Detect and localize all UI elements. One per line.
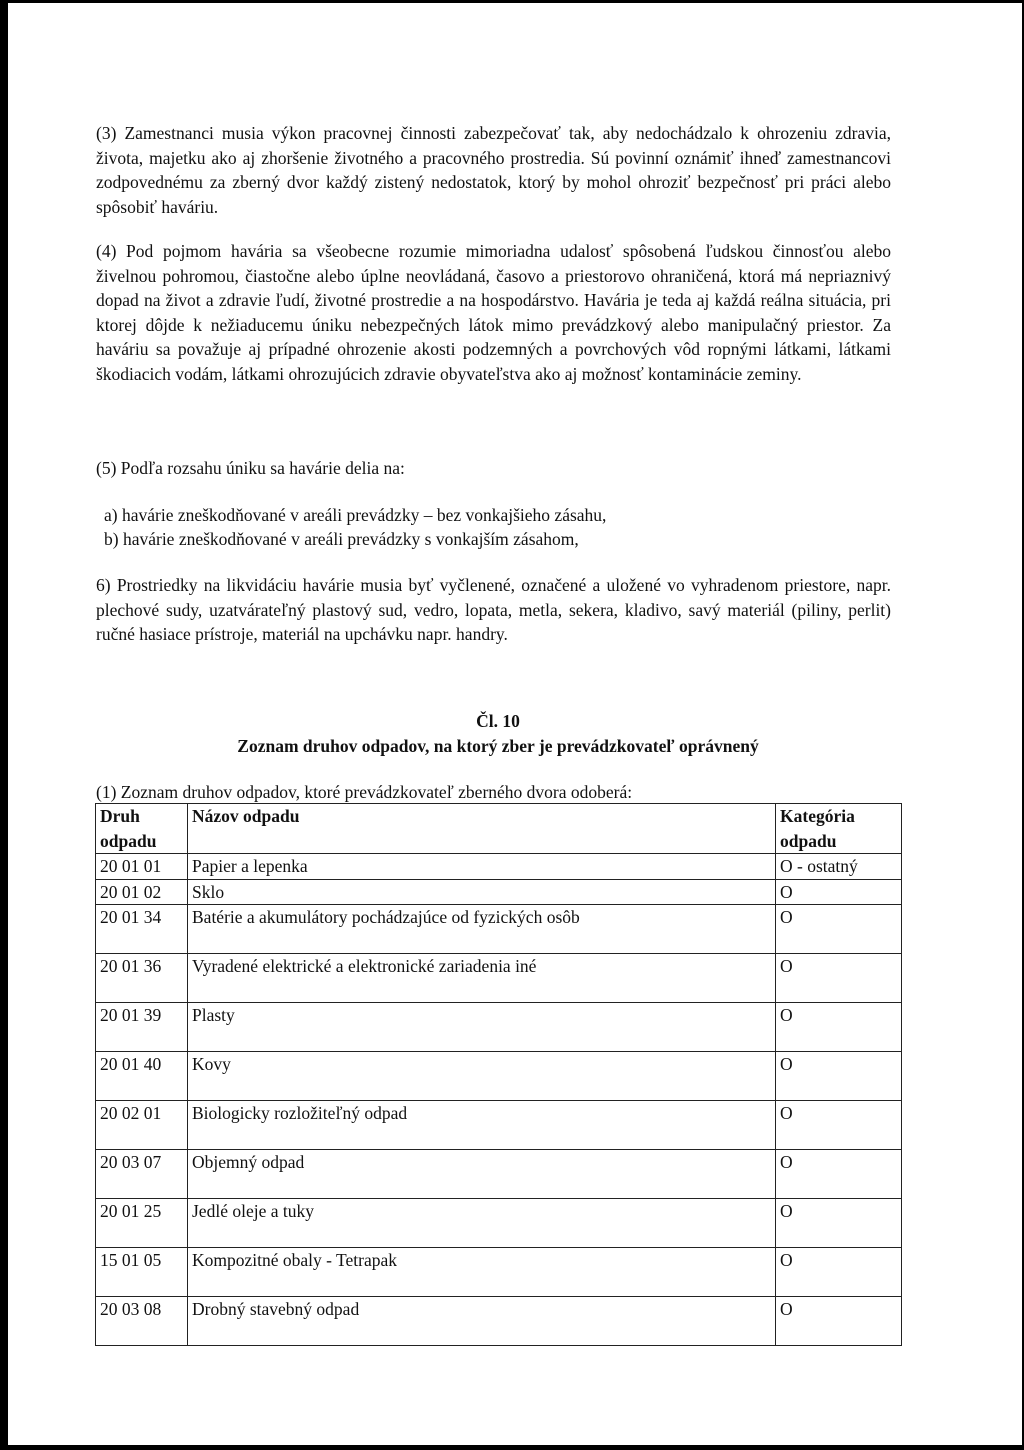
cell-name: Plasty [188, 1003, 776, 1052]
table-row [96, 905, 902, 954]
paragraph-5: (5) Podľa rozsahu úniku sa havárie delia na: [96, 458, 405, 478]
cell-category: O [776, 1003, 902, 1052]
cell-code: 20 01 34 [96, 905, 188, 954]
header-kategoria-odpadu: Kategória odpadu [776, 804, 902, 854]
table-intro: (1) Zoznam druhov odpadov, ktoré prevádzkovateľ zberného dvora odoberá: [96, 782, 633, 802]
table-row [96, 1052, 902, 1101]
cell-name: Objemný odpad [188, 1150, 776, 1199]
cell-code: 20 03 08 [96, 1297, 188, 1346]
cell-name: Sklo [188, 879, 776, 905]
table-header-row [96, 804, 902, 854]
cell-category: O [776, 905, 902, 954]
cell-code: 20 02 01 [96, 1101, 188, 1150]
cell-name: Jedlé oleje a tuky [188, 1199, 776, 1248]
cell-category: O [776, 1052, 902, 1101]
cell-code: 20 01 36 [96, 954, 188, 1003]
cell-code: 20 01 39 [96, 1003, 188, 1052]
table-row [96, 954, 902, 1003]
list-item-a: a) havárie zneškodňované v areáli prevádzky – bez vonkajšieho zásahu, [104, 505, 607, 525]
table-row [96, 1248, 902, 1297]
cell-category: O [776, 1248, 902, 1297]
header-druh-odpadu: Druh odpadu [96, 804, 188, 854]
cell-name: Drobný stavebný odpad [188, 1297, 776, 1346]
table-row [96, 1101, 902, 1150]
cell-category: O [776, 1101, 902, 1150]
cell-name: Kompozitné obaly - Tetrapak [188, 1248, 776, 1297]
cell-category: O [776, 879, 902, 905]
table-row [96, 1297, 902, 1346]
table-row [96, 1199, 902, 1248]
waste-types-table [95, 803, 902, 1346]
paragraph-4: (4) Pod pojmom havária sa všeobecne rozumie mimoriadna udalosť spôsobená ľudskou činnosťou alebo živelnou pohromou, čiastočne alebo úplne neovládaná, časovo a priestorovo ohraničená, ktorá má nepriaznivý dopad na život a zdravie ľudí, životné prostredie a na hospodárstvo. Havária je teda aj každá reálna situácia, pri ktorej dôjde k nežiaducemu úniku nebezpečných látok mimo prevádzkový alebo manipulačný priestor. Za haváriu sa považuje aj prípadné ohrozenie akosti podzemných a povrchových vôd ropnými látkami, látkami škodiacich vodám, látkami ohrozujúcich zdravie obyvateľstva ako aj možnosť kontaminácie zeminy. [96, 241, 891, 384]
header-nazov-odpadu: Názov odpadu [188, 804, 776, 854]
table-row [96, 1003, 902, 1052]
table-row [96, 854, 902, 880]
chapter-number: Čl. 10 [476, 711, 520, 731]
paragraph-6: 6) Prostriedky na likvidáciu havárie musia byť vyčlenené, označené a uložené vo vyhradenom priestore, napr. plechové sudy, uzatvárateľný plastový sud, vedro, lopata, metla, sekera, kladivo, savý materiál (piliny, perlit) ručné hasiace prístroje, materiál na upchávku napr. handry. [96, 575, 891, 644]
cell-code: 20 01 25 [96, 1199, 188, 1248]
cell-category: O [776, 954, 902, 1003]
table-row [96, 1150, 902, 1199]
cell-name: Biologicky rozložiteľný odpad [188, 1101, 776, 1150]
cell-name: Kovy [188, 1052, 776, 1101]
cell-code: 20 03 07 [96, 1150, 188, 1199]
cell-code: 20 01 01 [96, 854, 188, 880]
document-page [8, 3, 1022, 1445]
chapter-title: Zoznam druhov odpadov, na ktorý zber je prevádzkovateľ oprávnený [237, 736, 759, 756]
cell-name: Papier a lepenka [188, 854, 776, 880]
cell-category: O [776, 1297, 902, 1346]
list-item-b: b) havárie zneškodňované v areáli prevádzky s vonkajším zásahom, [104, 529, 579, 549]
cell-code: 15 01 05 [96, 1248, 188, 1297]
paragraph-3: (3) Zamestnanci musia výkon pracovnej činnosti zabezpečovať tak, aby nedochádzalo k ohrozeniu zdravia, života, majetku ako aj zhoršenie životného a pracovného prostredia. Sú povinní oznámiť ihneď zamestnancovi zodpovednému za zberný dvor každý zistený nedostatok, ktorý by mohol ohroziť bezpečnosť pri práci alebo spôsobiť haváriu. [96, 123, 891, 217]
cell-category: O [776, 1150, 902, 1199]
cell-category: O - ostatný [776, 854, 902, 880]
cell-name: Batérie a akumulátory pochádzajúce od fyzických osôb [188, 905, 776, 954]
cell-category: O [776, 1199, 902, 1248]
cell-code: 20 01 40 [96, 1052, 188, 1101]
cell-name: Vyradené elektrické a elektronické zariadenia iné [188, 954, 776, 1003]
table-row [96, 879, 902, 905]
cell-code: 20 01 02 [96, 879, 188, 905]
